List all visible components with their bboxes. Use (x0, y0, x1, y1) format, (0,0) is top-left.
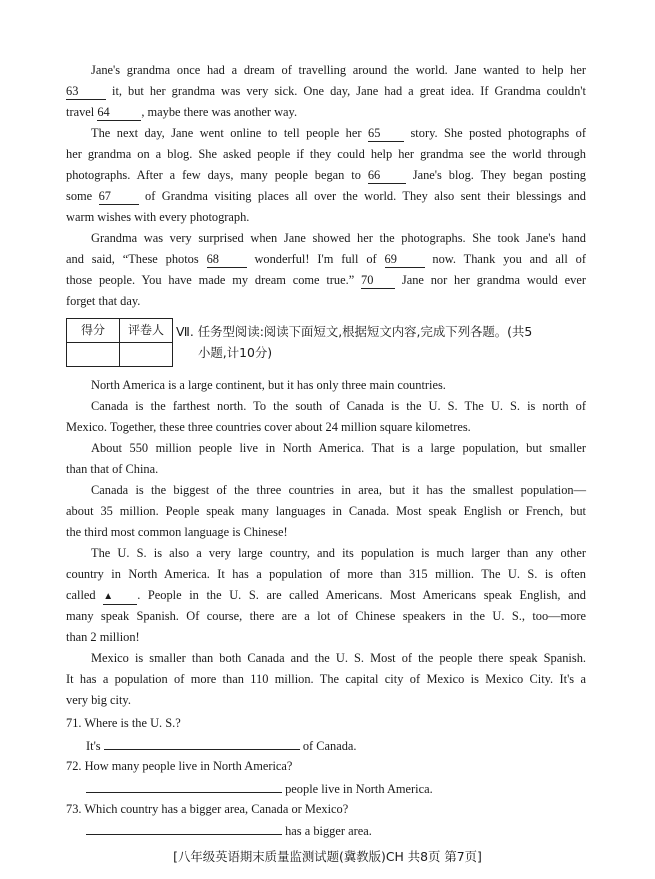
text-line: The next day, Jane went online to tell people her 65 story. She posted photographs of (91, 126, 586, 140)
text-line: photographs. After a few days, many people began to 66 Jane's blog. They began posting (66, 168, 586, 182)
section-title (176, 321, 596, 363)
section-title-line1: Ⅶ. 任务型阅读:阅读下面短文,根据短文内容,完成下列各题。(共5 (176, 324, 533, 339)
cloze-passage (66, 60, 586, 312)
text-line: Grandma was very surprised when Jane showed her the photographs. She took Jane's hand (91, 231, 586, 245)
text-line: Canada is the biggest of the three countries in area, but it has the smallest population— (91, 483, 586, 497)
grader-label: 评卷人 (120, 319, 173, 343)
text-line: very big city. (66, 693, 131, 707)
blank-63: 63 (66, 84, 106, 100)
blank-69: 69 (385, 252, 425, 268)
question-72: 72. How many people live in North America? (66, 759, 293, 773)
page-footer: [八年级英语期末质量监测试题(冀教版)CH 共8页 第7页] (173, 849, 482, 864)
text-line: About 550 million people live in North America. That is a large population, but smaller (91, 441, 586, 455)
text-line: called ▲ . People in the U. S. are called Americans. Most Americans speak English, and (66, 585, 586, 606)
text-line: North America is a large continent, but it has only three main countries. (91, 378, 446, 392)
text-line: Jane's grandma once had a dream of travelling around the world. Jane wanted to help her (91, 63, 586, 77)
score-table (66, 318, 173, 367)
text-line: It has a population of more than 110 million. The capital city of Mexico is Mexico City. It's a (66, 672, 586, 686)
score-cell[interactable] (67, 343, 120, 367)
blank-65: 65 (368, 126, 404, 142)
text-line: many speak Spanish. Of course, there are a lot of Chinese speakers in the U. S., too—more (66, 609, 586, 623)
blank-67: 67 (99, 189, 139, 205)
text-line: than that of China. (66, 462, 159, 476)
text-line: travel 64 , maybe there was another way. (66, 105, 298, 119)
text-line: Canada is the farthest north. To the south of Canada is the U. S. The U. S. is north of (91, 399, 586, 413)
answer-line-71[interactable] (104, 735, 300, 750)
section-title-line2: 小题,计10分) (198, 345, 273, 360)
answer-72: people live in North America. (86, 778, 606, 799)
text-line: forget that day. (66, 294, 141, 308)
triangle-blank: ▲ (103, 589, 137, 605)
text-line: some 67 of Grandma visiting places all over the world. They also sent their blessings and (66, 189, 586, 203)
blank-64: 64 (97, 105, 141, 121)
text-line: 63 it, but her grandma was very sick. One day, Jane had a great idea. If Grandma couldn't (66, 84, 586, 98)
text-line: the third most common language is Chinese! (66, 525, 288, 539)
answer-line-73[interactable] (86, 820, 282, 835)
text-line: country in North America. It has a population of more than 315 million. The U. S. is often (66, 567, 586, 581)
reading-passage (66, 375, 586, 711)
score-label: 得分 (67, 319, 120, 343)
text-line: and said, “These photos 68 wonderful! I'm full of 69 now. Thank you and all of (66, 252, 586, 266)
blank-68: 68 (207, 252, 247, 268)
text-line: those people. You have made my dream come true.” 70 Jane nor her grandma would ever (66, 273, 586, 287)
text-line: her grandma on a blog. She asked people if they could help her grandma see the world through (66, 147, 586, 161)
grader-cell[interactable] (120, 343, 173, 367)
answer-73: has a bigger area. (86, 820, 606, 841)
text-line: The U. S. is also a very large country, and its population is much larger than any other (91, 546, 586, 560)
text-line: warm wishes with every photograph. (66, 210, 250, 224)
text-line: than 2 million! (66, 630, 140, 644)
answer-line-72[interactable] (86, 778, 282, 793)
question-71: 71. Where is the U. S.? (66, 716, 181, 730)
text-line: about 35 million. People speak many languages in Canada. Most speak English or French, but (66, 504, 586, 518)
text-line: Mexico. Together, these three countries cover about 24 million square kilometres. (66, 420, 471, 434)
blank-66: 66 (368, 168, 406, 184)
question-73: 73. Which country has a bigger area, Canada or Mexico? (66, 802, 349, 816)
answer-71: It's of Canada. (86, 735, 606, 756)
text-line: Mexico is smaller than both Canada and the U. S. Most of the people there speak Spanish. (91, 651, 586, 665)
blank-70: 70 (361, 273, 395, 289)
